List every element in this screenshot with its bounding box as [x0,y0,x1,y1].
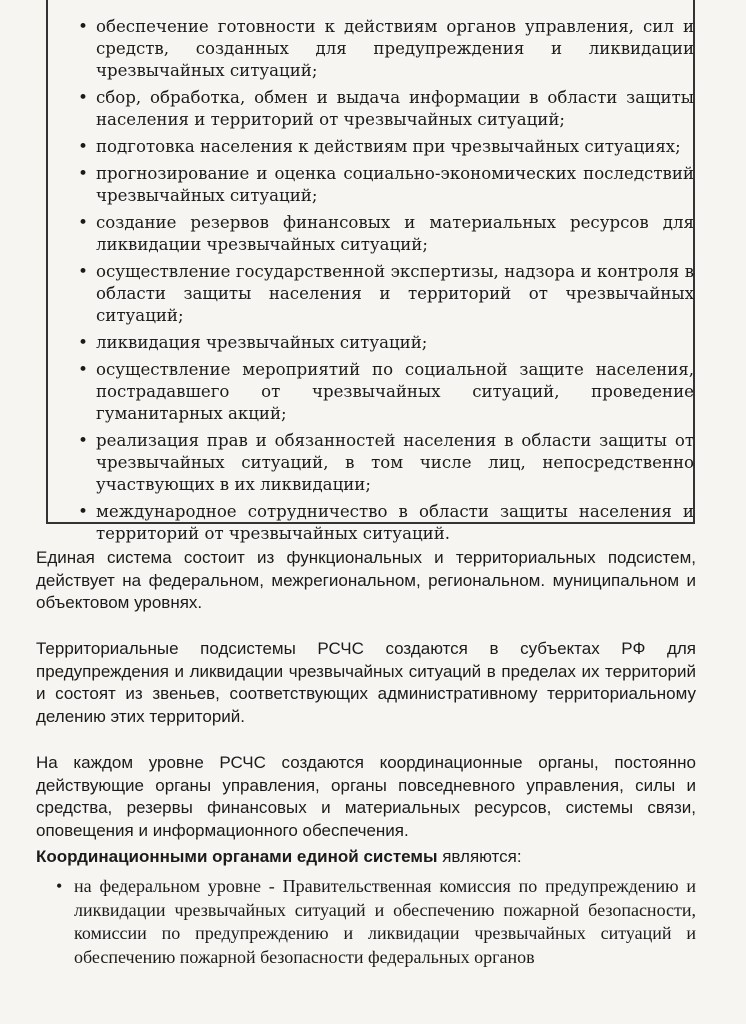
section-heading [36,846,696,869]
coordination-bodies-list [56,875,696,969]
list-item: • на федеральном уровне - Правительственная комиссия по предупреждению и ликвидации чрезвычайных ситуаций и обеспечению пожарной безопасности, комиссии по предупреждению и ликвидации чрезвычайных ситуаций и обеспечению пожарной безопасности федеральных органов [56,875,696,969]
list-item: • сбор, обработка, обмен и выдача информации в области защиты населения и территорий от чрезвычайных ситуаций; [78,87,694,131]
list-item: • осуществление государственной экспертизы, надзора и контроля в области защиты населения и территорий от чрезвычайных ситуаций; [78,261,694,327]
list-item: • создание резервов финансовых и материальных ресурсов для ликвидации чрезвычайных ситуаций; [78,212,694,256]
task-list [78,16,694,550]
list-item: • реализация прав и обязанностей населения в области защиты от чрезвычайных ситуаций, в том числе лиц, непосредственно участвующих в их ликвидации; [78,430,694,496]
list-item: • прогнозирование и оценка социально-экономических последствий чрезвычайных ситуаций; [78,163,694,207]
list-item: • подготовка населения к действиям при чрезвычайных ситуациях; [78,136,694,158]
list-item: • ликвидация чрезвычайных ситуаций; [78,332,694,354]
paragraph-levels: На каждом уровне РСЧС создаются координационные органы, постоянно действующие органы управления, органы повседневного управления, силы и средства, резервы финансовых и материальных ресурсов, системы связи, оповещения и информационного обеспечения. [36,753,696,840]
list-item: • осуществление мероприятий по социальной защите населения, пострадавшего от чрезвычайных ситуаций, проведение гуманитарных акций; [78,359,694,425]
heading-tail-text: являются: [437,847,522,866]
heading-bold-text: Координационными органами единой системы [36,847,438,866]
paragraph-territorial: Территориальные подсистемы РСЧС создаются в субъектах РФ для предупреждения и ликвидации чрезвычайных ситуаций в пределах их территорий и состоят из звеньев, соответствующих административному территориальному делению этих территорий. [36,639,696,726]
list-item: • обеспечение готовности к действиям органов управления, сил и средств, созданных для предупреждения и ликвидации чрезвычайных ситуаций; [78,16,694,82]
list-item: • международное сотрудничество в области защиты населения и территорий от чрезвычайных ситуаций. [78,501,694,545]
paragraph-structure: Единая система состоит из функциональных и территориальных подсистем, действует на федеральном, межрегиональном, региональном. муниципальном и объектовом уровнях. [36,548,696,612]
framed-task-list [46,0,695,543]
